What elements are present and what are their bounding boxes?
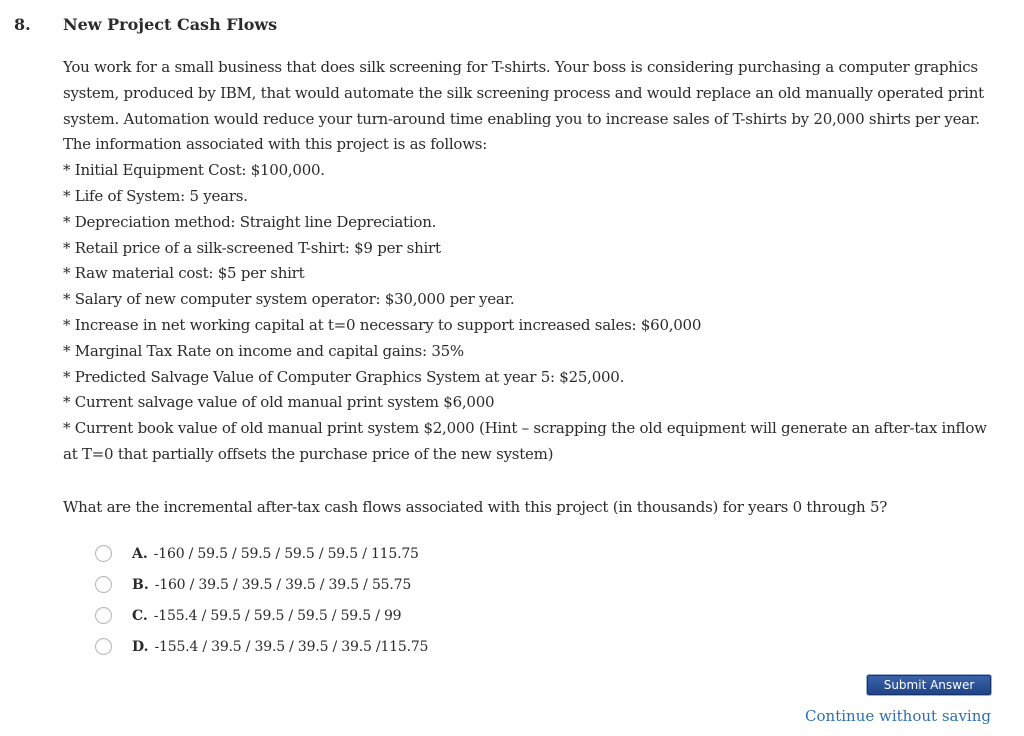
option-text: -160 / 59.5 / 59.5 / 59.5 / 59.5 / 115.75 (153, 545, 419, 562)
submit-answer-button[interactable]: Submit Answer (867, 675, 991, 695)
continue-without-saving-link[interactable]: Continue without saving (805, 707, 991, 725)
info-item: * Raw material cost: $5 per shirt (63, 264, 305, 283)
option-text: -155.4 / 59.5 / 59.5 / 59.5 / 59.5 / 99 (153, 607, 402, 624)
info-item: * Marginal Tax Rate on income and capital gains: 35% (63, 341, 464, 360)
info-item: * Current book value of old manual print system $2,000 (Hint – scrapping the old equipment will generate an after-tax inflow at T=0 that partially offsets the purchase price of the new system) (63, 419, 987, 463)
question-body (63, 55, 993, 468)
answer-options (93, 538, 428, 662)
question-prompt: What are the incremental after-tax cash flows associated with this project (in thousands) for years 0 through 5? (63, 497, 888, 516)
option-letter: D. (132, 638, 149, 655)
info-item: * Salary of new computer system operator: $30,000 per year. (63, 290, 515, 309)
answer-option-a[interactable] (93, 538, 428, 569)
answer-option-c[interactable] (93, 600, 428, 631)
info-item: * Initial Equipment Cost: $100,000. (63, 161, 325, 180)
info-item: * Depreciation method: Straight line Depreciation. (63, 212, 437, 231)
answer-option-d[interactable] (93, 631, 428, 662)
info-list (63, 158, 993, 468)
radio-b[interactable] (95, 576, 112, 593)
option-letter: A. (132, 545, 148, 562)
info-item: * Life of System: 5 years. (63, 186, 248, 205)
radio-d[interactable] (95, 638, 112, 655)
question-content (63, 14, 993, 521)
info-item: * Retail price of a silk-screened T-shirt: $9 per shirt (63, 238, 441, 257)
question-intro: You work for a small business that does silk screening for T-shirts. Your boss is considering purchasing a computer graphics system, produced by IBM, that would automate the silk screening process and would replace an old manually operated print system. Automation would reduce your turn-around time enabling you to increase sales of T-shirts by 20,000 shirts per year. The information associated with this project is as follows: (63, 58, 984, 154)
question-number: 8. (14, 15, 31, 34)
option-text: -160 / 39.5 / 39.5 / 39.5 / 39.5 / 55.75 (154, 576, 412, 593)
answer-option-b[interactable] (93, 569, 428, 600)
radio-c[interactable] (95, 607, 112, 624)
radio-a[interactable] (95, 545, 112, 562)
info-item: * Predicted Salvage Value of Computer Graphics System at year 5: $25,000. (63, 367, 625, 386)
option-letter: B. (132, 576, 149, 593)
info-item: * Current salvage value of old manual print system $6,000 (63, 393, 495, 412)
option-letter: C. (132, 607, 148, 624)
info-item: * Increase in net working capital at t=0 necessary to support increased sales: $60,000 (63, 315, 702, 334)
question-title: New Project Cash Flows (63, 15, 278, 34)
option-text: -155.4 / 39.5 / 39.5 / 39.5 / 39.5 /115.75 (154, 638, 429, 655)
